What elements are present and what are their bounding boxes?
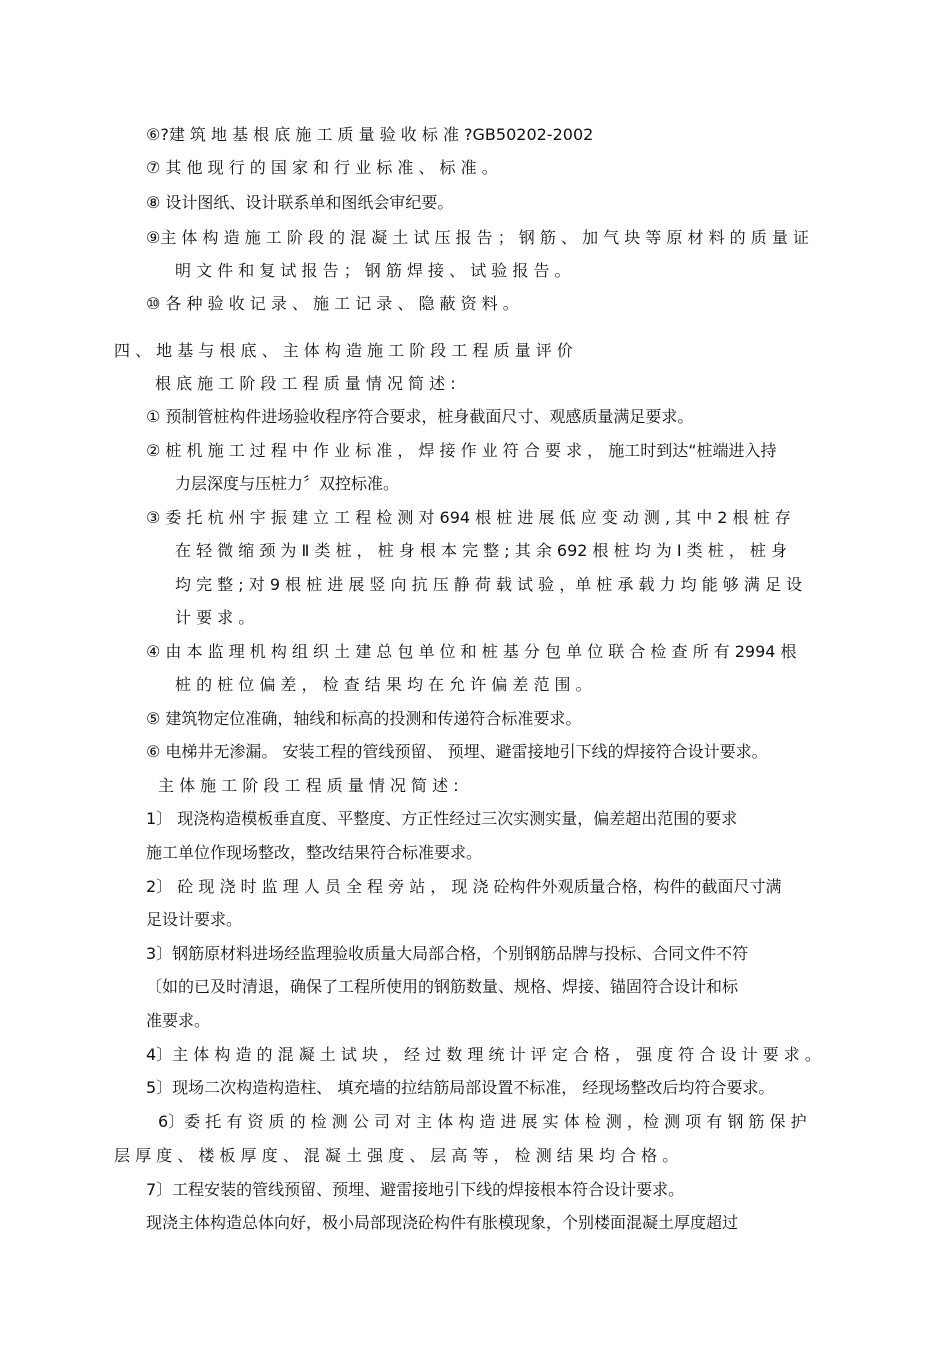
main-item-4: 4〕主 体 构 造 的 混 凝 土 试 块 ， 经 过 数 理 统 计 评 定 合 格 ， 强 度 符 合 设 计 要 求 。 xyxy=(146,1045,821,1064)
foundation-subheading: 根 底 施 工 阶 段 工 程 质 量 情 况 简 述 : xyxy=(155,374,456,393)
foundation-item-3-line4: 计 要 求 。 xyxy=(175,608,255,627)
foundation-item-3-line2: 在 轻 微 缩 颈 为 Ⅱ 类 桩 ， 桩 身 根 本 完 整 ; 其 余 692 根 桩 均 为 Ⅰ 类 桩 ， 桩 身 xyxy=(175,541,788,560)
foundation-item-3-line1: ③ 委 托 杭 州 宇 振 建 立 工 程 检 测 对 694 根 桩 进 展 低 应 变 动 测 , 其 中 2 根 桩 存 xyxy=(146,508,791,527)
ref-item-9-line2: 明 文 件 和 复 试 报 告 ； 钢 筋 焊 接 、 试 验 报 告 。 xyxy=(175,261,571,280)
summary-paragraph: 现浇主体构造总体向好，极小局部现浇砼构件有胀模现象，个别楼面混凝土厚度超过 xyxy=(146,1213,739,1232)
main-item-6-line2: 层 厚 度 、 楼 板 厚 度 、 混 凝 土 强 度 、 层 高 等 ， 检 测 结 果 均 合 格 。 xyxy=(114,1146,679,1165)
ref-item-9-line1: ⑨主 体 构 造 施 工 阶 段 的 混 凝 土 试 压 报 告 ； 钢 筋 、 加 气 块 等 原 材 料 的 质 量 证 xyxy=(146,228,809,247)
foundation-item-6: ⑥ 电梯井无渗漏。 安装工程的管线预留、 预埋、避雷接地引下线的焊接符合设计要求。 xyxy=(146,742,768,761)
ref-item-8: ⑧ 设计图纸、设计联系单和图纸会审纪要。 xyxy=(146,193,454,212)
section-heading: 四 、 地 基 与 根 底 、 主 体 构 造 施 工 阶 段 工 程 质 量 评 价 xyxy=(114,341,573,360)
main-item-1-line2: 施工单位作现场整改，整改结果符合标准要求。 xyxy=(146,843,483,862)
main-item-3-line3: 准要求。 xyxy=(146,1011,211,1030)
main-item-2-line2: 足设计要求。 xyxy=(146,910,243,929)
foundation-item-2-line1: ② 桩 机 施 工 过 程 中 作 业 标 准 ， 焊 接 作 业 符 合 要 求 ， 施工时到达“桩端进入持 xyxy=(146,441,777,460)
main-item-1-line1: 1〕 现浇构造模板垂直度、平整度、方正性经过三次实测实量，偏差超出范围的要求 xyxy=(146,809,738,828)
ref-item-7: ⑦ 其 他 现 行 的 国 家 和 行 业 标 准 、 标 准 。 xyxy=(146,158,498,177)
main-subheading: 主 体 施 工 阶 段 工 程 质 量 情 况 简 述 : xyxy=(158,776,459,795)
foundation-item-1: ① 预制管桩构件进场验收程序符合要求，桩身截面尺寸、观感质量满足要求。 xyxy=(146,407,694,426)
foundation-item-2-line2: 力层深度与压桩力〞双控标准。 xyxy=(175,474,400,493)
foundation-item-5: ⑤ 建筑物定位准确，轴线和标高的投测和传递符合标准要求。 xyxy=(146,709,582,728)
main-item-5: 5〕现场二次构造构造柱、 填充墙的拉结筋局部设置不标准， 经现场整改后均符合要求。 xyxy=(146,1078,775,1097)
ref-item-10: ⑩ 各 种 验 收 记 录 、 施 工 记 录 、 隐 蔽 资 料 。 xyxy=(146,294,519,313)
main-item-7: 7〕工程安装的管线预留、预埋、避雷接地引下线的焊接根本符合设计要求。 xyxy=(146,1180,685,1199)
main-item-3-line2: 〔如的已及时清退，确保了工程所使用的钢筋数量、规格、焊接、锚固符合设计和标 xyxy=(146,977,739,996)
main-item-3-line1: 3〕钢筋原材料进场经监理验收质量大局部合格，个别钢筋品牌与投标、合同文件不符 xyxy=(146,944,749,963)
foundation-item-4-line2: 桩 的 桩 位 偏 差 ， 检 查 结 果 均 在 允 许 偏 差 范 围 。 xyxy=(175,675,592,694)
main-item-2-line1: 2〕 砼 现 浇 时 监 理 人 员 全 程 旁 站 ， 现 浇 砼构件外观质量合格，构件的截面尺寸满 xyxy=(146,877,782,896)
main-item-6-line1: 6〕委 托 有 资 质 的 检 测 公 司 对 主 体 构 造 进 展 实 体 检 测 ，检 测 项 有 钢 筋 保 护 xyxy=(158,1112,807,1131)
ref-item-6: ⑥?建 筑 地 基 根 底 施 工 质 量 验 收 标 准 ?GB50202-2002 xyxy=(146,125,594,144)
foundation-item-3-line3: 均 完 整 ; 对 9 根 桩 进 展 竖 向 抗 压 静 荷 载 试 验 ，单 桩 承 载 力 均 能 够 满 足 设 xyxy=(175,575,803,594)
foundation-item-4-line1: ④ 由 本 监 理 机 构 组 织 土 建 总 包 单 位 和 桩 基 分 包 单 位 联 合 检 查 所 有 2994 根 xyxy=(146,642,797,661)
